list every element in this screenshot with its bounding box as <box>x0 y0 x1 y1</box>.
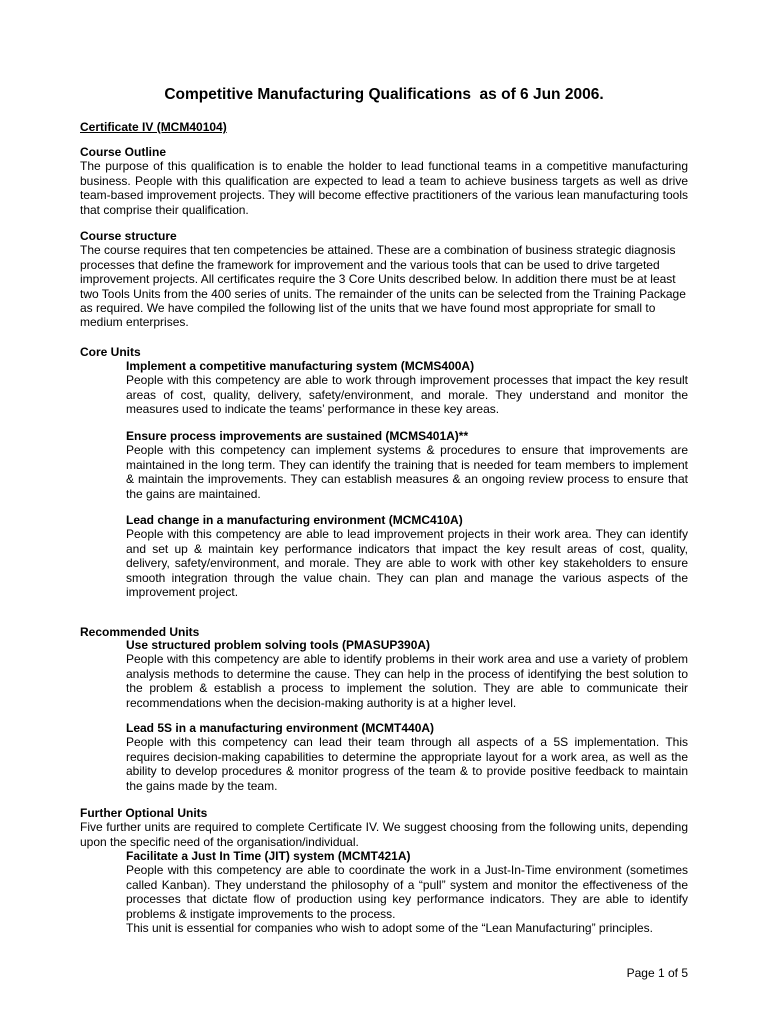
course-outline-text: The purpose of this qualification is to enable the holder to lead functional teams in a competitive manufacturing business. People with this qualification are expected to lead a team to achieve business targets as well as drive team-based improvement projects. They will become effective practitioners of the various lean manufacturing tools that comprise their qualification. <box>80 159 688 217</box>
core-unit-item <box>126 429 688 501</box>
core-units-heading: Core Units <box>80 345 141 359</box>
core-unit-title: Implement a competitive manufacturing system (MCMS400A) <box>126 359 475 373</box>
core-unit-item <box>126 359 688 417</box>
recommended-unit-text: People with this competency can lead their team through all aspects of a 5S implementation. This requires decision-making capabilities to determine the appropriate layout for a work area, as well as the ability to develop procedures & monitor progress of the team & to provide positive feedback to maintain the gains made by the team. <box>126 735 688 793</box>
course-outline-heading: Course Outline <box>80 145 167 159</box>
core-unit-text: People with this competency can implement systems & procedures to ensure that improvements are maintained in the long term. They can identify the training that is needed for team members to implement & maintain the improvements. They can establish measures & an ongoing review process to ensure that the gains are maintained. <box>126 443 688 501</box>
recommended-unit-title: Lead 5S in a manufacturing environment (MCMT440A) <box>126 721 435 735</box>
page-number: Page 1 of 5 <box>626 966 688 980</box>
recommended-units-heading: Recommended Units <box>80 625 200 639</box>
course-structure-heading: Course structure <box>80 229 177 243</box>
further-unit-text: People with this competency are able to coordinate the work in a Just-In-Time environment (sometimes called Kanban). They understand the philosophy of a “pull” system and monitor the effectiveness of the processes that dictate flow of production using key performance indicators. They are able to identify problems & instigate improvements to the process. <box>126 863 688 921</box>
recommended-unit-title: Use structured problem solving tools (PMASUP390A) <box>126 638 431 652</box>
further-units-heading: Further Optional Units <box>80 806 208 820</box>
course-outline-section <box>80 145 688 217</box>
recommended-unit-item <box>126 721 688 793</box>
further-unit-text-note: This unit is essential for companies who wish to adopt some of the “Lean Manufacturing” principles. <box>126 921 653 936</box>
recommended-unit-item <box>126 638 688 710</box>
further-units-intro: Five further units are required to complete Certificate IV. We suggest choosing from the following units, depending upon the specific need of the organisation/individual. <box>80 820 688 849</box>
core-unit-title: Ensure process improvements are sustained (MCMS401A)** <box>126 429 469 443</box>
further-units-section <box>80 806 688 849</box>
core-unit-text: People with this competency are able to lead improvement projects in their work area. They can identify and set up & maintain key performance indicators that impact the key result areas of cost, quality, delivery, safety/environment, and morale. They are able to work with other key stakeholders to ensure smooth integration through the value chain. They can plan and manage the various aspects of the improvement project. <box>126 527 688 600</box>
further-unit-title: Facilitate a Just In Time (JIT) system (MCMT421A) <box>126 849 411 863</box>
core-unit-item <box>126 513 688 599</box>
further-unit-item <box>126 849 688 935</box>
course-structure-section <box>80 229 688 330</box>
certificate-heading: Certificate IV (MCM40104) <box>80 120 227 134</box>
document-title: Competitive Manufacturing Qualifications as of 6 Jun 2006. <box>164 86 604 103</box>
recommended-unit-text: People with this competency are able to identify problems in their work area and use a variety of problem analysis methods to determine the cause. They can help in the process of identifying the best solution to the problem & establish a process to implement the solution. They are able to communicate their recommendations when the decision-making authority is at a higher level. <box>126 652 688 710</box>
core-unit-text: People with this competency are able to work through improvement processes that impact the key result areas of cost, quality, delivery, safety/environment, and morale. They understand and monitor the measures used to indicate the teams’ performance in these key areas. <box>126 373 688 417</box>
core-units-heading-block <box>80 345 688 359</box>
course-structure-text: The course requires that ten competencies be attained. These are a combination of business strategic diagnosis processes that define the framework for improvement and the various tools that can be used to drive targeted improvement projects. All certificates require the 3 Core Units described below. In addition there must be at least two Tools Units from the 400 series of units. The remainder of the units can be selected from the Training Package as required. We have compiled the following list of the units that we have found most appropriate for small to medium enterprises. <box>80 243 686 330</box>
core-unit-title: Lead change in a manufacturing environment (MCMC410A) <box>126 513 463 527</box>
